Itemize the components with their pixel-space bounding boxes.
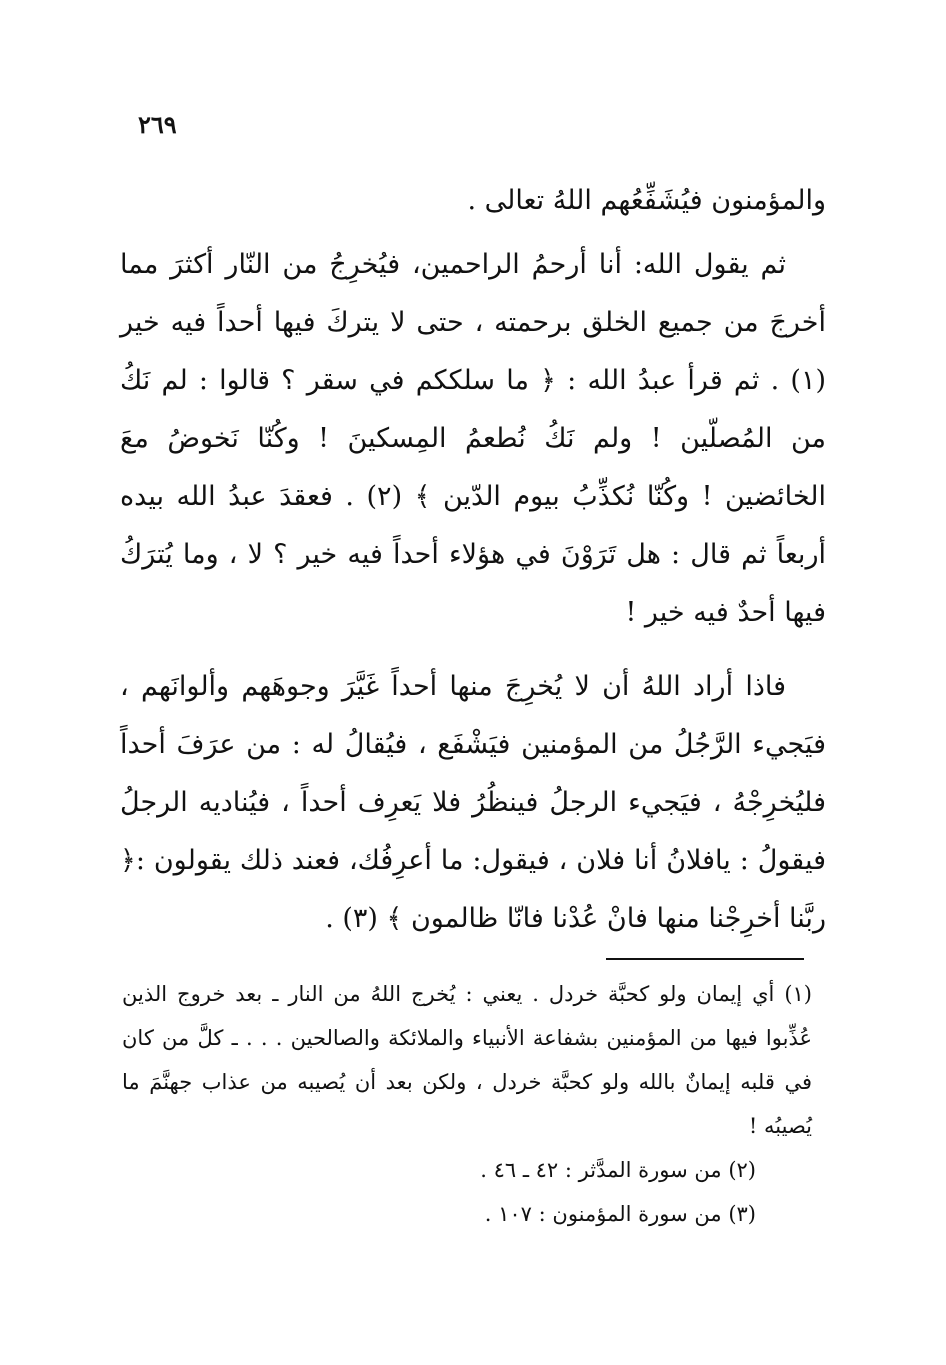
footnote-2: (٢) من سورة المدَّثر : ٤٢ ـ ٤٦ . [480, 1158, 756, 1182]
footnote-1: (١) أي إيمان ولو كحبَّة خردل . يعني : يُخرج اللهُ من النار ـ بعد خروج الذين عُذِّبوا فيها من المؤمنين بشفاعة الأنبياء والملائكة والصالحين . . . ـ كلَّ من كان في قلبه إيمانٌ بالله ولو كحبَّة خردل ، ولكن بعد أن يُصيبه من عذاب جهنَّمَ ما يُصيبُه ! [122, 982, 812, 1138]
footnote-separator [606, 958, 804, 960]
page-number: ٢٦٩ [138, 110, 177, 139]
footnotes [122, 972, 812, 1236]
paragraph-text: ثم يقول الله: أنا أرحمُ الراحمين، فيُخرِجُ من النّار أكثرَ مما أخرجَ من جميع الخلق برحمته ، حتى لا يتركَ فيها أحداً فيه خير (١) . ثم قرأ عبدُ الله : ﴿ ما سلككم في سقر ؟ قالوا : لم نَكُ من المُصلّين ! ولم نَكُ نُطعمُ المِسكينَ ! وكُنّا نَخوضُ معَ الخائضين ! وكُنّا نُكذِّبُ بيوم الدّين ﴾ (٢) . فعقدَ عبدُ الله بيده أربعاً ثم قال : هل تَرَوْنَ في هؤلاء أحداً فيه خير ؟ لا ، وما يُترَكُ فيها أحدٌ فيه خير ! [120, 249, 826, 628]
paragraph-1 [120, 172, 826, 230]
paragraph-2 [120, 236, 826, 642]
footnote-3: (٣) من سورة المؤمنون : ١٠٧ . [484, 1202, 756, 1226]
paragraph-text: فاذا أراد اللهُ أن لا يُخرِجَ منها أحداً غَيَّرَ وجوهَهم وألوانَهم ، فيَجيء الرَّجُلُ من المؤمنين فيَشْفَع ، فيُقالُ له : من عرَفَ أحداً فليُخرِجْهُ ، فيَجيء الرجلُ فينظُرُ فلا يَعرِف أحداً ، فيُناديه الرجلُ فيقولُ : يافلانُ أنا فلان ، فيقول: ما أعرِفُك، فعند ذلك يقولون :﴿ ربَّنا أخرِجْنا منها فانْ عُدْنا فانّا ظالمون ﴾ (٣) . [120, 671, 826, 934]
paragraph-text: والمؤمنون فيُشَفِّعُهم اللهُ تعالى . [467, 185, 826, 216]
paragraph-3 [120, 658, 826, 948]
